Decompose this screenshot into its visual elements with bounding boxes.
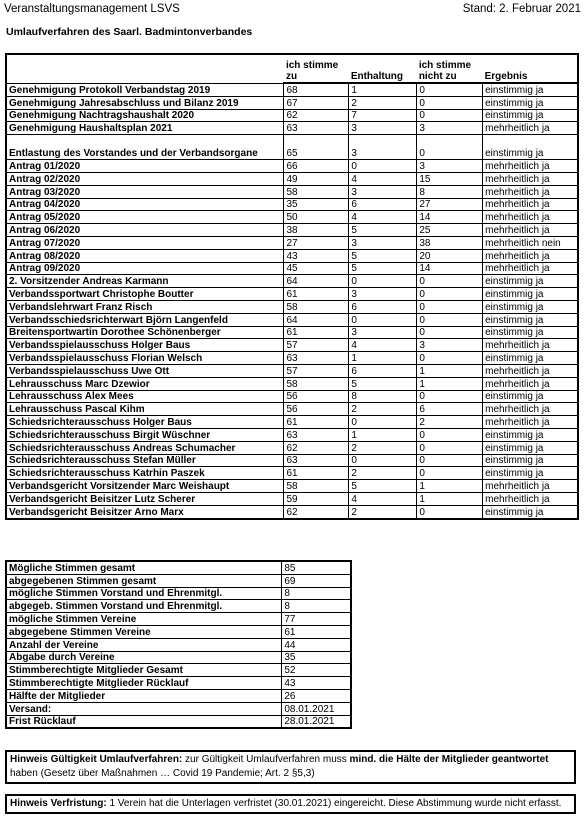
abstain-count-cell: 0 — [349, 454, 417, 467]
result-cell: einstimmig ja — [483, 96, 578, 109]
table-row — [6, 288, 578, 301]
reject-count-cell: 0 — [417, 300, 483, 313]
header-cell-approve: ich stimme zu — [284, 54, 349, 83]
summary-value-cell: 8 — [282, 600, 351, 613]
item-name-cell: Antrag 04/2020 — [6, 198, 284, 211]
approve-count-cell: 57 — [284, 339, 349, 352]
summary-value-cell: 35 — [282, 651, 351, 664]
table-row — [6, 211, 578, 224]
summary-row — [6, 677, 351, 690]
status-date: Stand: 2. Februar 2021 — [462, 3, 581, 15]
result-cell: einstimmig ja — [483, 300, 578, 313]
approve-count-cell: 45 — [284, 262, 349, 275]
table-row — [6, 390, 578, 403]
abstain-count-cell: 4 — [349, 339, 417, 352]
result-cell: mehrheitlich ja — [483, 198, 578, 211]
reject-count-cell: 1 — [417, 377, 483, 390]
summary-value-cell: 85 — [282, 561, 351, 574]
approve-count-cell: 58 — [284, 300, 349, 313]
approve-count-cell: 56 — [284, 390, 349, 403]
item-name-cell: Antrag 06/2020 — [6, 224, 284, 237]
approve-count-cell: 68 — [284, 83, 349, 96]
reject-count-cell: 0 — [417, 326, 483, 339]
summary-label-cell: Anzahl der Vereine — [6, 638, 282, 651]
validity-note-emphasis: mind. die Hälte der Mitglieder geantwortet — [349, 754, 549, 765]
reject-count-cell: 14 — [417, 211, 483, 224]
table-row — [6, 505, 578, 518]
summary-table — [5, 560, 352, 729]
approve-count-cell: 57 — [284, 364, 349, 377]
approve-count-cell: 67 — [284, 96, 349, 109]
approve-count-cell: 49 — [284, 172, 349, 185]
table-row — [6, 313, 578, 326]
result-cell: einstimmig ja — [483, 390, 578, 403]
approve-count-cell: 50 — [284, 211, 349, 224]
voting-results-table — [5, 53, 579, 520]
item-name-cell: Schiedsrichterausschuss Birgit Wüschner — [6, 428, 284, 441]
item-name-cell: Verbandsgericht Beisitzer Arno Marx — [6, 505, 284, 518]
abstain-count-cell: 2 — [349, 505, 417, 518]
table-row — [6, 83, 578, 96]
result-cell: einstimmig ja — [483, 109, 578, 122]
summary-row — [6, 625, 351, 638]
table-row — [6, 492, 578, 505]
approve-count-cell: 63 — [284, 122, 349, 135]
table-row — [6, 224, 578, 237]
reject-count-cell: 0 — [417, 428, 483, 441]
summary-row — [6, 638, 351, 651]
item-name-cell: Verbandsspielausschuss Florian Welsch — [6, 352, 284, 365]
summary-value-cell: 43 — [282, 677, 351, 690]
reject-count-cell: 0 — [417, 96, 483, 109]
item-name-cell: Antrag 08/2020 — [6, 249, 284, 262]
item-name-cell: Schiedsrichterausschuss Stefan Müller — [6, 454, 284, 467]
item-name-cell: Verbandsgericht Vorsitzender Marc Weishaupt — [6, 480, 284, 493]
summary-label-cell: Stimmberechtigte Mitglieder Rücklauf — [6, 677, 282, 690]
reject-count-cell: 0 — [417, 390, 483, 403]
result-cell: einstimmig ja — [483, 83, 578, 96]
table-row — [6, 122, 578, 135]
result-cell: mehrheitlich ja — [483, 364, 578, 377]
reject-count-cell: 1 — [417, 364, 483, 377]
summary-label-cell: Mögliche Stimmen gesamt — [6, 561, 282, 574]
summary-row — [6, 651, 351, 664]
table-row — [6, 416, 578, 429]
table-row — [6, 352, 578, 365]
summary-label-cell: Stimmberechtigte Mitglieder Gesamt — [6, 664, 282, 677]
table-row — [6, 135, 578, 160]
result-cell: mehrheitlich ja — [483, 262, 578, 275]
abstain-count-cell: 7 — [349, 109, 417, 122]
approve-count-cell: 58 — [284, 480, 349, 493]
item-name-cell: Lehrausschuss Marc Dzewior — [6, 377, 284, 390]
approve-count-cell: 62 — [284, 109, 349, 122]
abstain-count-cell: 3 — [349, 326, 417, 339]
voting-results-body — [6, 83, 578, 519]
reject-count-cell: 0 — [417, 313, 483, 326]
table-row — [6, 236, 578, 249]
approve-count-cell: 63 — [284, 428, 349, 441]
summary-row — [6, 600, 351, 613]
table-row — [6, 198, 578, 211]
abstain-count-cell: 3 — [349, 122, 417, 135]
item-name-cell: Lehrausschuss Pascal Kihm — [6, 403, 284, 416]
summary-row — [6, 613, 351, 626]
result-cell: mehrheitlich ja — [483, 480, 578, 493]
approve-count-cell: 59 — [284, 492, 349, 505]
reject-count-cell: 3 — [417, 339, 483, 352]
summary-row — [6, 587, 351, 600]
header-cell-reject: ich stimme nicht zu — [417, 54, 483, 83]
item-name-cell: Genehmigung Haushaltsplan 2021 — [6, 122, 284, 135]
result-cell: mehrheitlich ja — [483, 492, 578, 505]
reject-count-cell: 2 — [417, 416, 483, 429]
approve-count-cell: 61 — [284, 467, 349, 480]
approve-count-cell: 61 — [284, 326, 349, 339]
validity-note-label: Hinweis Gültigkeit Umlaufverfahren: — [10, 754, 183, 765]
abstain-count-cell: 0 — [349, 275, 417, 288]
validity-note-text-a: zur Gültigkeit Umlaufverfahren muss — [182, 754, 350, 765]
summary-value-cell: 52 — [282, 664, 351, 677]
item-name-cell: Verbandsschiedsrichterwart Björn Langenfeld — [6, 313, 284, 326]
result-cell: mehrheitlich ja — [483, 249, 578, 262]
abstain-count-cell: 3 — [349, 185, 417, 198]
item-name-cell: Antrag 01/2020 — [6, 160, 284, 173]
summary-value-cell: 69 — [282, 574, 351, 587]
item-name-cell: Verbandsgericht Beisitzer Lutz Scherer — [6, 492, 284, 505]
item-name-cell: Antrag 05/2020 — [6, 211, 284, 224]
summary-label-cell: Frist Rücklauf — [6, 715, 282, 728]
approve-count-cell: 35 — [284, 198, 349, 211]
summary-value-cell: 77 — [282, 613, 351, 626]
reject-count-cell: 0 — [417, 352, 483, 365]
result-cell: einstimmig ja — [483, 441, 578, 454]
document-subtitle: Umlaufverfahren des Saarl. Badmintonverbandes — [6, 26, 253, 38]
late-submission-note — [5, 794, 576, 814]
summary-label-cell: Hälfte der Mitglieder — [6, 689, 282, 702]
item-name-cell: Genehmigung Jahresabschluss und Bilanz 2019 — [6, 96, 284, 109]
result-cell: einstimmig ja — [483, 326, 578, 339]
organization-title: Veranstaltungsmanagement LSVS — [4, 3, 180, 15]
reject-count-cell: 3 — [417, 122, 483, 135]
reject-count-cell: 0 — [417, 467, 483, 480]
header-cell-abstain: Enthaltung — [349, 54, 417, 83]
approve-count-cell: 63 — [284, 454, 349, 467]
table-row — [6, 109, 578, 122]
abstain-count-cell: 2 — [349, 96, 417, 109]
table-row — [6, 428, 578, 441]
table-row — [6, 377, 578, 390]
abstain-count-cell: 1 — [349, 428, 417, 441]
item-name-cell: Antrag 09/2020 — [6, 262, 284, 275]
result-cell: mehrheitlich ja — [483, 377, 578, 390]
validity-note-text-b: haben (Gesetz über Maßnahmen … Covid 19 Pandemie; Art. 2 §5,3) — [10, 768, 315, 779]
summary-body — [6, 561, 351, 728]
abstain-count-cell: 2 — [349, 467, 417, 480]
result-cell: einstimmig ja — [483, 505, 578, 518]
item-name-cell: Verbandssportwart Christophe Boutter — [6, 288, 284, 301]
summary-value-cell: 26 — [282, 689, 351, 702]
approve-count-cell: 38 — [284, 224, 349, 237]
table-row — [6, 467, 578, 480]
result-cell: mehrheitlich ja — [483, 224, 578, 237]
abstain-count-cell: 4 — [349, 492, 417, 505]
summary-label-cell: Abgabe durch Vereine — [6, 651, 282, 664]
item-name-cell: Verbandslehrwart Franz Risch — [6, 300, 284, 313]
table-row — [6, 249, 578, 262]
item-name-cell: Lehrausschuss Alex Mees — [6, 390, 284, 403]
summary-label-cell: mögliche Stimmen Vereine — [6, 613, 282, 626]
summary-label-cell: Versand: — [6, 702, 282, 715]
abstain-count-cell: 8 — [349, 390, 417, 403]
table-row — [6, 185, 578, 198]
header-cell-item — [6, 54, 284, 83]
reject-count-cell: 14 — [417, 262, 483, 275]
abstain-count-cell: 6 — [349, 300, 417, 313]
approve-count-cell: 61 — [284, 288, 349, 301]
summary-label-cell: abgegebene Stimmen Vereine — [6, 625, 282, 638]
summary-label-cell: mögliche Stimmen Vorstand und Ehrenmitgl. — [6, 587, 282, 600]
table-row — [6, 96, 578, 109]
abstain-count-cell: 5 — [349, 249, 417, 262]
item-name-cell: Antrag 02/2020 — [6, 172, 284, 185]
reject-count-cell: 8 — [417, 185, 483, 198]
summary-value-cell: 61 — [282, 625, 351, 638]
result-cell: mehrheitlich nein — [483, 236, 578, 249]
late-submission-note-label: Hinweis Verfristung: — [10, 798, 107, 809]
reject-count-cell: 0 — [417, 454, 483, 467]
result-cell: einstimmig ja — [483, 454, 578, 467]
approve-count-cell: 65 — [284, 135, 349, 160]
result-cell: einstimmig ja — [483, 288, 578, 301]
approve-count-cell: 63 — [284, 352, 349, 365]
approve-count-cell: 58 — [284, 185, 349, 198]
validity-note — [5, 750, 576, 784]
result-cell: einstimmig ja — [483, 275, 578, 288]
late-submission-note-text: 1 Verein hat die Unterlagen verfristet (30.01.2021) eingereicht. Diese Abstimmung wurde nicht erfasst. — [106, 798, 562, 809]
result-cell: einstimmig ja — [483, 352, 578, 365]
result-cell: einstimmig ja — [483, 467, 578, 480]
abstain-count-cell: 5 — [349, 480, 417, 493]
abstain-count-cell: 2 — [349, 403, 417, 416]
reject-count-cell: 3 — [417, 160, 483, 173]
table-header-row — [6, 54, 578, 83]
abstain-count-cell: 5 — [349, 377, 417, 390]
abstain-count-cell: 3 — [349, 135, 417, 160]
item-name-cell: Schiedsrichterausschuss Katrhin Paszek — [6, 467, 284, 480]
approve-count-cell: 56 — [284, 403, 349, 416]
result-cell: mehrheitlich ja — [483, 211, 578, 224]
item-name-cell: Verbandsspielausschuss Uwe Ott — [6, 364, 284, 377]
item-name-cell: Genehmigung Nachtragshaushalt 2020 — [6, 109, 284, 122]
result-cell: mehrheitlich ja — [483, 416, 578, 429]
reject-count-cell: 0 — [417, 441, 483, 454]
summary-value-cell: 8 — [282, 587, 351, 600]
abstain-count-cell: 1 — [349, 352, 417, 365]
table-row — [6, 364, 578, 377]
result-cell: mehrheitlich ja — [483, 160, 578, 173]
reject-count-cell: 0 — [417, 288, 483, 301]
abstain-count-cell: 6 — [349, 198, 417, 211]
abstain-count-cell: 2 — [349, 441, 417, 454]
reject-count-cell: 15 — [417, 172, 483, 185]
table-row — [6, 300, 578, 313]
table-row — [6, 480, 578, 493]
summary-row — [6, 561, 351, 574]
abstain-count-cell: 0 — [349, 416, 417, 429]
result-cell: mehrheitlich ja — [483, 185, 578, 198]
item-name-cell: Schiedsrichterausschuss Holger Baus — [6, 416, 284, 429]
reject-count-cell: 1 — [417, 480, 483, 493]
reject-count-cell: 38 — [417, 236, 483, 249]
table-row — [6, 275, 578, 288]
reject-count-cell: 0 — [417, 109, 483, 122]
result-cell: mehrheitlich ja — [483, 339, 578, 352]
header-cell-result: Ergebnis — [483, 54, 578, 83]
result-cell: mehrheitlich ja — [483, 172, 578, 185]
abstain-count-cell: 1 — [349, 83, 417, 96]
table-row — [6, 160, 578, 173]
table-row — [6, 326, 578, 339]
approve-count-cell: 27 — [284, 236, 349, 249]
result-cell: einstimmig ja — [483, 313, 578, 326]
summary-row — [6, 702, 351, 715]
table-row — [6, 403, 578, 416]
item-name-cell: Verbandsspielausschuss Holger Baus — [6, 339, 284, 352]
item-name-cell: 2. Vorsitzender Andreas Karmann — [6, 275, 284, 288]
abstain-count-cell: 3 — [349, 236, 417, 249]
summary-value-cell: 44 — [282, 638, 351, 651]
summary-row — [6, 715, 351, 728]
item-name-cell: Entlastung des Vorstandes und der Verbandsorgane — [6, 135, 284, 160]
reject-count-cell: 1 — [417, 492, 483, 505]
reject-count-cell: 6 — [417, 403, 483, 416]
abstain-count-cell: 0 — [349, 313, 417, 326]
approve-count-cell: 64 — [284, 313, 349, 326]
approve-count-cell: 64 — [284, 275, 349, 288]
table-row — [6, 454, 578, 467]
reject-count-cell: 27 — [417, 198, 483, 211]
reject-count-cell: 0 — [417, 505, 483, 518]
abstain-count-cell: 4 — [349, 172, 417, 185]
table-row — [6, 172, 578, 185]
reject-count-cell: 0 — [417, 135, 483, 160]
summary-row — [6, 689, 351, 702]
item-name-cell: Schiedsrichterausschuss Andreas Schumacher — [6, 441, 284, 454]
item-name-cell: Antrag 07/2020 — [6, 236, 284, 249]
reject-count-cell: 25 — [417, 224, 483, 237]
abstain-count-cell: 3 — [349, 288, 417, 301]
result-cell: mehrheitlich ja — [483, 403, 578, 416]
summary-label-cell: abgegeb. Stimmen Vorstand und Ehrenmitgl. — [6, 600, 282, 613]
approve-count-cell: 61 — [284, 416, 349, 429]
abstain-count-cell: 0 — [349, 160, 417, 173]
approve-count-cell: 58 — [284, 377, 349, 390]
approve-count-cell: 62 — [284, 505, 349, 518]
summary-label-cell: abgegebenen Stimmen gesamt — [6, 574, 282, 587]
item-name-cell: Genehmigung Protokoll Verbandstag 2019 — [6, 83, 284, 96]
summary-value-cell: 28.01.2021 — [282, 715, 351, 728]
abstain-count-cell: 5 — [349, 262, 417, 275]
summary-value-cell: 08.01.2021 — [282, 702, 351, 715]
table-row — [6, 441, 578, 454]
approve-count-cell: 43 — [284, 249, 349, 262]
table-row — [6, 339, 578, 352]
item-name-cell: Breitensportwartin Dorothee Schönenberger — [6, 326, 284, 339]
reject-count-cell: 0 — [417, 83, 483, 96]
result-cell: mehrheitlich ja — [483, 122, 578, 135]
result-cell: einstimmig ja — [483, 428, 578, 441]
abstain-count-cell: 6 — [349, 364, 417, 377]
abstain-count-cell: 5 — [349, 224, 417, 237]
reject-count-cell: 0 — [417, 275, 483, 288]
result-cell: einstimmig ja — [483, 135, 578, 160]
item-name-cell: Antrag 03/2020 — [6, 185, 284, 198]
summary-row — [6, 574, 351, 587]
reject-count-cell: 20 — [417, 249, 483, 262]
approve-count-cell: 66 — [284, 160, 349, 173]
table-row — [6, 262, 578, 275]
summary-row — [6, 664, 351, 677]
approve-count-cell: 62 — [284, 441, 349, 454]
abstain-count-cell: 4 — [349, 211, 417, 224]
